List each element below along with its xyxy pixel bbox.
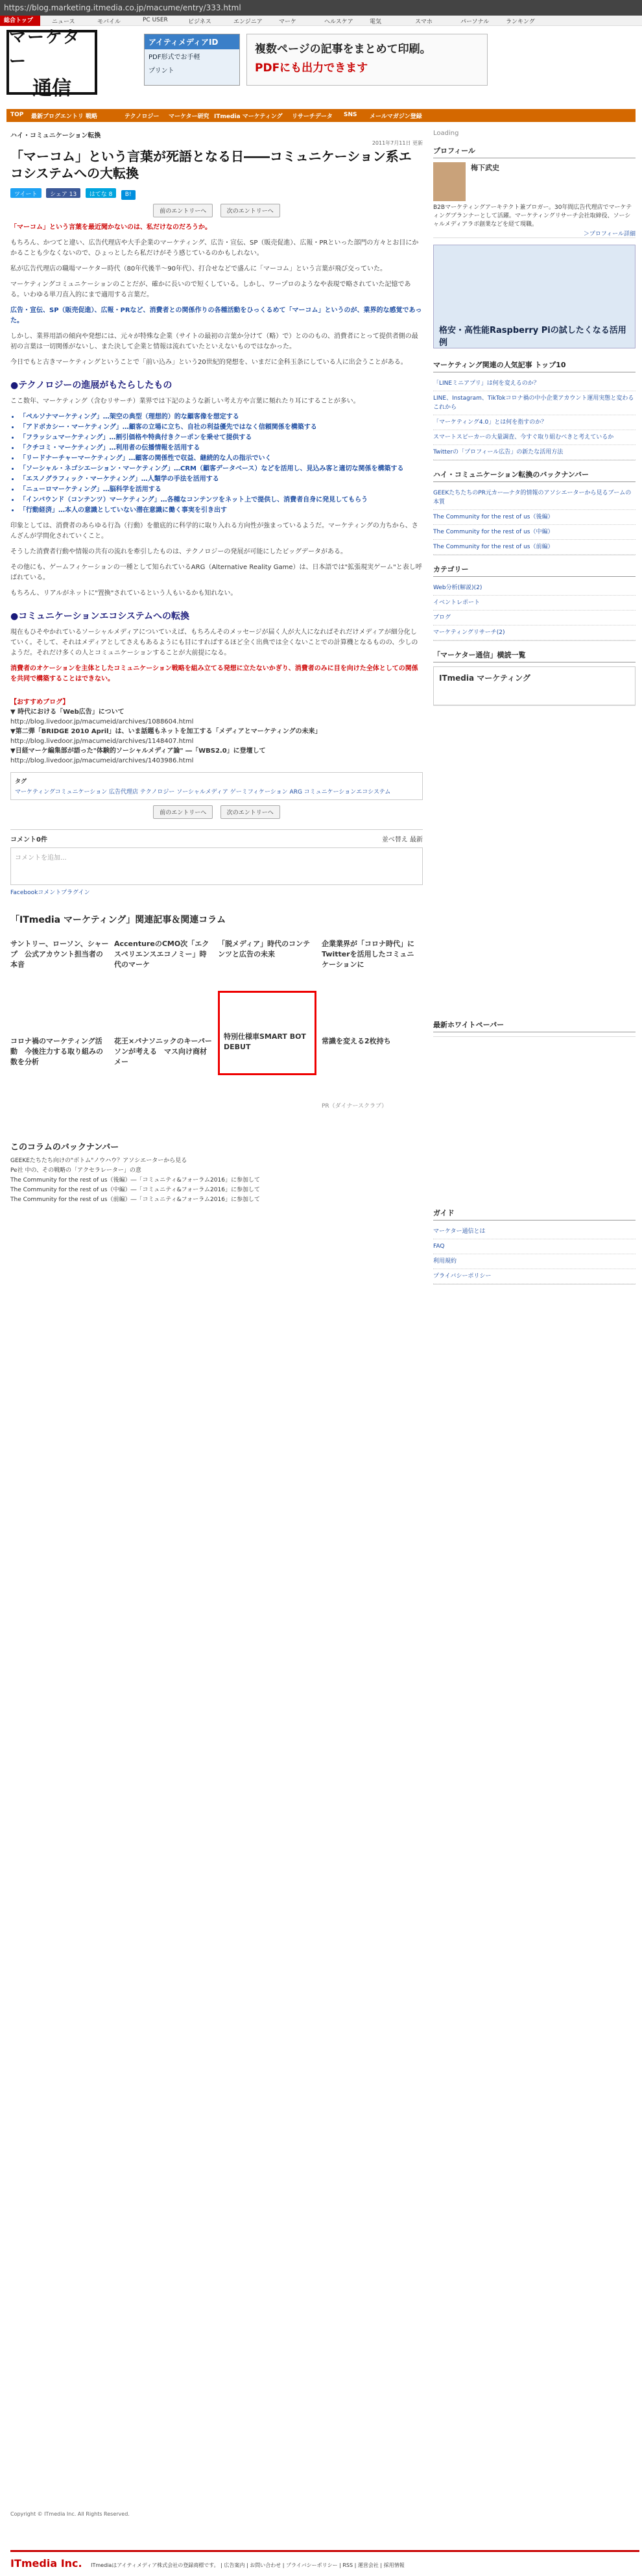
recommended-title: ▼ 時代における「Web広告」について: [10, 709, 125, 716]
avatar: [433, 162, 466, 201]
list-item: • 「インバウンド（コンテンツ）マーケティング」…各種なコンテンツをネット上で提供し、消費者自身に発見してもらう: [19, 495, 423, 505]
popular-item[interactable]: Twitterの「プロフィール広告」の新たな活用方法: [433, 445, 636, 460]
whitepaper-heading: 最新ホワイトペーパー: [433, 1017, 636, 1032]
list-item: • 「アドボカシー・マーケティング」…顧客の立場に立ち、自社の利益優先ではなく信頼関係を構築する: [19, 422, 423, 433]
article-paragraph: 現在もひそやかれているソーシャルメディアについていえば、もちろんそのメッセージが届く人が大人になればそれだけメディアが細分化していく。そして、それはメディアとしてさえもあるようにも目にすればするほど全く出典では全くないことでの計算機となるものの、少しのようだ。それだけ多くの人とコミュニケーションすることが大前提になる。: [10, 629, 418, 657]
pager-bottom: [10, 805, 423, 819]
ad-line1: 複数ページの記事をまとめて印刷。: [255, 43, 431, 56]
tag-label: タグ: [15, 779, 27, 785]
footer-copyright: Copyright © ITmedia Inc. All Rights Reserved.: [10, 2511, 130, 2517]
mainnav-item[interactable]: TOP: [10, 112, 24, 118]
profile-name: 梅下武史: [471, 164, 499, 172]
mainnav-item[interactable]: SNS: [344, 112, 357, 118]
side-back-item[interactable]: The Community for the rest of us（中編）: [433, 525, 636, 540]
next-entry-button[interactable]: 次のエントリーへ: [220, 805, 280, 819]
comment-count: コメント0件 並べ替え 最新: [10, 829, 423, 844]
article-paragraph: そうした消費者行動や情報の共有の流れを牽引したものは、テクノロジーの発展が可能にしたビッグデータがある。: [10, 548, 347, 555]
back-heading: このコラムのバックナンバー: [10, 1143, 119, 1152]
section-heading: ●コミュニケーションエコシステムへの転換: [10, 611, 189, 622]
profile-text: B2Bマーケティングアーキテクト兼ブロガー。30年間広告代理店でマーケティングプランナーとして活躍。マーケティングリサーチ会社取締役、ソーシャルメディアラボ創業などを経て現職。: [433, 204, 632, 228]
list-item: • 「エスノグラフィック・マーケティング」…人類学の手法を活用する: [19, 474, 423, 485]
profile-heading: プロフィール: [433, 143, 636, 158]
category-item[interactable]: Web分析(解説)(2): [433, 581, 636, 596]
guide-heading: ガイド: [433, 1206, 636, 1221]
list-item: • 「行動経済」…本人の意識としていない潜在意識に働く事実を引き出す: [19, 505, 423, 516]
related-item[interactable]: 企業業界が「コロナ時代」にTwitterを活用したコミュニケーションに: [322, 940, 414, 969]
related-item[interactable]: 花王×パナソニックのキーパーソンが考える マス向け商材メー: [114, 1037, 212, 1066]
bookmark-button[interactable]: B!: [121, 190, 136, 200]
popular-box: [433, 358, 636, 461]
twitter-heading: 「マーケター通信」横読一覧: [433, 648, 636, 662]
footer-bar: [10, 2550, 639, 2570]
article-paragraph: 消費者のオケーションを主体としたコミュニケーション戦略を組み立てる発想に立たないかぎり、消費者のみに目を向けた全体としての関係を共同で構築することはできない。: [10, 665, 418, 683]
back-item[interactable]: Pe社 中の、その戦略の「アクセラレーター」の意: [10, 1167, 141, 1174]
topnav-item[interactable]: 電気: [370, 19, 382, 25]
related-item[interactable]: 「脱メディア」時代のコンテンツと広告の未来: [218, 940, 311, 958]
ad-sub2: プリント: [149, 67, 174, 75]
twitter-card[interactable]: ITmedia マーケティング: [433, 666, 636, 705]
article-paragraph: もちろん、リアルがネットに"置換"されているという人もいるかも知れない。: [10, 590, 237, 597]
sidebar-backnumbers: [433, 467, 636, 555]
category-item[interactable]: マーケティングリサーチ(2): [433, 626, 636, 640]
article-category[interactable]: ハイ・コミュニケーション転換: [10, 132, 101, 140]
topnav-item[interactable]: モバイル: [97, 19, 121, 25]
banner-ad-itmedia-id[interactable]: [144, 34, 240, 86]
guide-item[interactable]: プライバシーポリシー: [433, 1269, 636, 1284]
category-item[interactable]: ブログ: [433, 611, 636, 626]
guide-item[interactable]: 利用規約: [433, 1254, 636, 1269]
topnav-item[interactable]: ランキング: [506, 19, 535, 25]
whitepaper-box: [433, 1017, 636, 1037]
guide-item[interactable]: マーケター通信とは: [433, 1224, 636, 1239]
back-item[interactable]: GEEKEたちたち向けの"ボトム"ノウハウ？アソシエーターから見る: [10, 1158, 187, 1164]
article-paragraph: もちろん、かつてと違い、広告代理店や大手企業のマーケティング、広告・宣伝、SP（販売促進）、広報・PRといった部門の方々とお目にかかることも少なくないので、ひょっとしたら私だけがそう感じているのかもしれない。: [10, 239, 419, 257]
prev-entry-button[interactable]: 前のエントリーへ: [153, 204, 213, 217]
article-date: 2011年7月11日 更新: [372, 140, 423, 146]
topnav-item[interactable]: スマホ: [415, 19, 433, 25]
list-item: • 「ペルソナマーケティング」…架空の典型（理想的）的な顧客像を想定する: [19, 412, 423, 422]
twitter-box: [433, 648, 636, 706]
loading-text: Loading: [433, 130, 459, 137]
comment-input[interactable]: コメントを追加...: [10, 847, 423, 885]
topnav-item[interactable]: パーソナル: [460, 19, 490, 25]
share-button[interactable]: シェア 13: [46, 188, 80, 198]
back-item[interactable]: The Community for the rest of us（中編）―「コミュニティ&フォーラム2016」に参加して: [10, 1187, 260, 1193]
side-back-item[interactable]: GEEKたちたちのPR元カー―ナタ的情報のアソシエーターから見るブームの本質: [433, 486, 636, 510]
footer-logo[interactable]: ITmedia Inc.: [10, 2557, 82, 2570]
popular-item[interactable]: スマートスピーカーの大量調査、今すぐ取り組むべきと考えているか: [433, 430, 636, 445]
concept-list: [19, 412, 423, 516]
recommended-title: ▼第二弾「BRIDGE 2010 April」は、いま話題もネットを加工する「メディアとマーケティングの未来」: [10, 728, 322, 735]
tag-list[interactable]: マーケティングコミュニケーション 広告代理店 テクノロジー ソーシャルメディア ゲーミフィケーション ARG コミュニケーションエコシステム: [15, 789, 391, 796]
list-item: • 「フラッシュマーケティング」…割引価格や特典付きクーポンを乗せて提供する: [19, 433, 423, 443]
categories-box: [433, 562, 636, 641]
sidebar: [433, 130, 636, 1291]
tag-box: [10, 772, 423, 800]
prev-entry-button[interactable]: 前のエントリーへ: [153, 805, 213, 819]
side-back-item[interactable]: The Community for the rest of us（前編）: [433, 540, 636, 555]
guide-box: [433, 1206, 636, 1285]
list-item: • 「リードナーチャーマーケティング」…顧客の関係性で収益、継続的な人の指示でいく: [19, 454, 423, 464]
topnav-item[interactable]: PC USER: [143, 17, 168, 23]
home-link[interactable]: 総合トップ: [0, 16, 40, 26]
topnav-item[interactable]: マーケ: [279, 19, 297, 25]
list-item: • 「クチコミ・マーケティング」…利用者の伝播情報を活用する: [19, 443, 423, 454]
popular-heading: マーケティング関連の人気記事 トップ10: [433, 358, 636, 372]
article-paragraph: 印象としては、消費者のあらゆる行為（行動）を徹底的に科学的に取り入れる方向性が強まっているようだ。マーケティングの力ちから、さんざんが学問化されていくこと。: [10, 522, 418, 540]
mainnav-item[interactable]: 戦略: [86, 114, 98, 120]
fb-plugin-link[interactable]: Facebookコメントプラグイン: [10, 890, 90, 896]
related-item[interactable]: コロナ禍のマーケティング活動 今後注力する取り組みの数を分析: [10, 1037, 103, 1066]
related-ad-label: PR（ダイナースクラブ）: [322, 1103, 388, 1110]
recommended-links: [10, 698, 423, 766]
mainnav-item[interactable]: 最新ブログエントリ: [31, 114, 84, 120]
category-item[interactable]: イベントレポート: [433, 596, 636, 611]
mainnav-item[interactable]: テクノロジー: [125, 114, 160, 120]
sidebar-ad-raspberry[interactable]: 格安・高性能Raspberry Piの試したくなる活用例: [433, 245, 636, 348]
topnav-item[interactable]: エンジニア: [233, 19, 263, 25]
back-item[interactable]: The Community for the rest of us（前編）―「コミュニティ&フォーラム2016」に参加して: [10, 1197, 260, 1203]
next-entry-button[interactable]: 次のエントリーへ: [220, 204, 280, 217]
main-nav: [6, 109, 636, 122]
popular-item[interactable]: LINE、Instagram、TikTokコロナ禍の中小企業アカウント運用実態と変わるこれから: [433, 391, 636, 415]
recommended-url[interactable]: http://blog.livedoor.jp/macumeid/archives/1088604.html: [10, 718, 194, 725]
mainnav-item[interactable]: メールマガジン登録: [370, 114, 422, 120]
related-item[interactable]: 常識を変える2枚持ち: [322, 1037, 391, 1045]
mainnav-item[interactable]: リサーチデータ: [292, 114, 333, 120]
recommended-head: 【おすすめブログ】: [10, 699, 69, 706]
browser-address-bar[interactable]: [0, 0, 642, 16]
categories-heading: カテゴリー: [433, 562, 636, 577]
profile-more-link[interactable]: ＞プロフィール詳細: [583, 231, 636, 237]
recommended-title: ▼日経マーケ編集部が語った"体験的ソーシャルメディア論" ―「WBS2.0」に登壇して: [10, 747, 266, 755]
article-paragraph: その他にも、ゲームフィケーションの一種として知られているARG（Alternative Reality Game）は、日本語では"拡張現実ゲーム"と表し呼ばれている。: [10, 564, 422, 581]
topnav-item[interactable]: ヘルスケア: [324, 19, 353, 25]
tweet-button[interactable]: ツイート: [10, 188, 42, 198]
article-paragraph: ここ数年、マーケティング（含むリサーチ）業界では下記のような新しい考え方や言葉に頻れたり耳にすることが多い。: [10, 398, 360, 405]
comment-section: [10, 829, 423, 896]
comment-sort-select[interactable]: 並べ替え 最新: [381, 836, 423, 844]
ad-head: アイティメディアID: [145, 34, 239, 49]
site-logo[interactable]: [6, 28, 97, 100]
article-paragraph: マーケティングコミュニケーションのことだが、確かに長いので短くしている。しかし、ワープロのようなや表現で略されていた記憶である。いわゆる単刀直入的にまで適用する言葉だ。: [10, 281, 411, 298]
pager-top: [10, 204, 423, 217]
hatena-button[interactable]: はてな 8: [86, 188, 117, 198]
ad-line2: PDFにも出力できます: [255, 62, 368, 75]
related-item[interactable]: AccentureのCMO次「エクスペリエンスエコノミー」時代のマーケ: [114, 940, 209, 969]
main-column: [10, 130, 423, 1205]
top-strip: [0, 16, 642, 26]
article-paragraph: 今日でもと古きマーケティングということで「前い込み」という20世紀的発想を、いまだに金科玉条にしている人に出会うことがある。: [10, 359, 407, 366]
url-text: https://blog.marketing.itmedia.co.jp/macume/entry/333.html: [4, 3, 241, 12]
ad-sub: PDF形式でお手軽: [149, 54, 200, 61]
article-paragraph: しかし、業界用語の傾向や発想には、元々が特殊な企業（サイトの最初の言葉か分けて（略）で）とののもの、消費者にとって提供者側の最初の言葉は一切関係がないし、また決して企業と情報は流れていたといえないものではなかった。: [10, 333, 418, 350]
side-back-item[interactable]: The Community for the rest of us（後編）: [433, 510, 636, 525]
popular-item[interactable]: 「LINEミニアプリ」は何を変えるのか？: [433, 376, 636, 391]
related-ad[interactable]: 特別仕様車SMART BOT DEBUT: [218, 991, 316, 1075]
section-heading: ●テクノロジーの進展がもたらしたもの: [10, 380, 172, 391]
popular-item[interactable]: 「マーケティング4.0」とは何を指すのか？: [433, 415, 636, 430]
logo-line1: マーケター: [9, 28, 81, 71]
recommended-url[interactable]: http://blog.livedoor.jp/macumeid/archives/1403986.html: [10, 757, 194, 764]
article-lead: 「マーコム」という言葉を最近聞かないのは、私だけなのだろうか。: [10, 224, 211, 231]
topnav-item[interactable]: ニュース: [52, 19, 75, 25]
banner-ad-print[interactable]: [246, 34, 488, 86]
related-heading: 「ITmedia マーケティング」関連記事＆関連コラム: [10, 915, 226, 925]
list-item: • 「ソーシャル・ネゴシエーション・マーケティング」…CRM（顧客データベース）などを活用し、見込み客と適切な関係を構築する: [19, 464, 423, 474]
back-numbers: [10, 1140, 423, 1205]
profile-box: [433, 143, 636, 238]
list-item: • 「ニューロマーケティング」…脳科学を活用する: [19, 485, 423, 495]
footer-links[interactable]: ITmediaはアイティメディア株式会社の登録商標です。 | 広告案内 | お問い合わせ | プライバシーポリシー | RSS | 運営会社 | 採用情報: [91, 2562, 405, 2568]
back-item[interactable]: The Community for the rest of us（後編）―「コミュニティ&フォーラム2016」に参加して: [10, 1177, 260, 1184]
article-paragraph: 私が広告代理店の職場マーケター時代（80年代後半〜90年代）、打合せなどで盛んに「マーコム」という言葉が飛び交っていた。: [10, 265, 386, 273]
topnav-item[interactable]: ビジネス: [188, 19, 211, 25]
recommended-url[interactable]: http://blog.livedoor.jp/macumeid/archives/1148407.html: [10, 738, 194, 745]
related-item[interactable]: サントリー、ローソン、シャープ 公式アカウント担当者の本音: [10, 940, 109, 969]
guide-item[interactable]: FAQ: [433, 1239, 636, 1254]
article-title: 「マーコム」という言葉が死語となる日――コミュニケーション系エコシステムへの大転換: [10, 149, 412, 181]
logo-line2: 通信: [32, 77, 71, 100]
mainnav-item[interactable]: ITmedia マーケティング: [214, 114, 283, 120]
footer: [10, 2511, 639, 2517]
side-back-heading: ハイ・コミュニケーション転換のバックナンバー: [433, 467, 636, 482]
mainnav-item[interactable]: マーケター研究: [169, 114, 209, 120]
article-paragraph: 広告・宣伝、SP（販売促進）、広報・PRなど、消費者との関係作りの各種活動をひっくるめて「マーコム」というのが、業界的な感覚であった。: [10, 307, 422, 324]
social-buttons: [10, 188, 423, 199]
related-grid: [10, 939, 423, 1134]
